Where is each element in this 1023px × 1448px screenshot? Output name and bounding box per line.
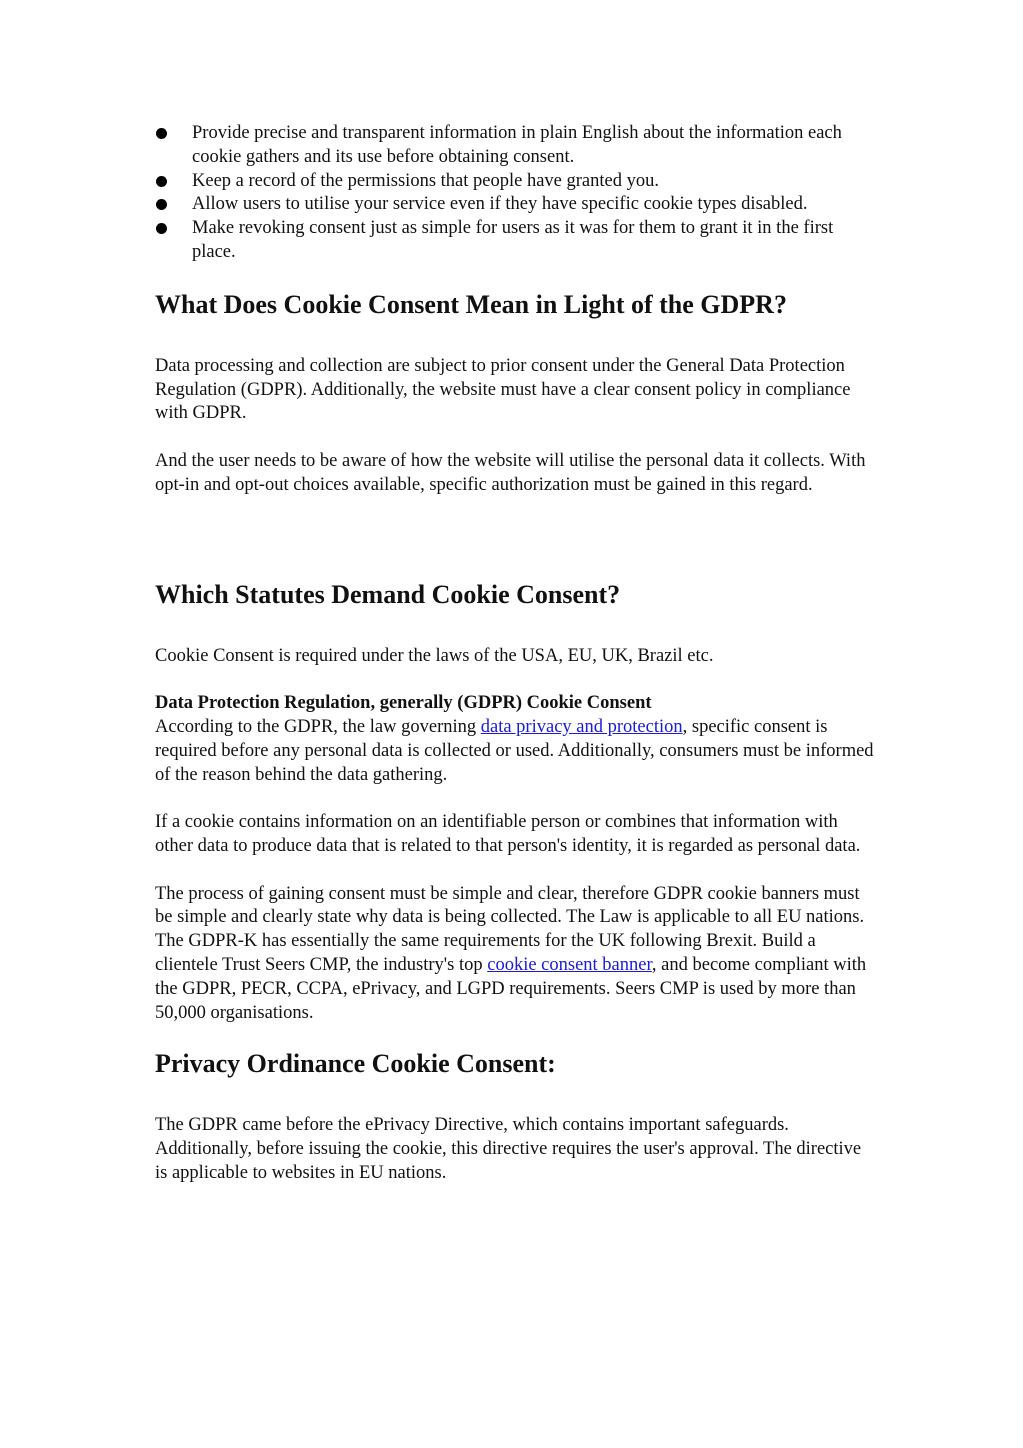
statutes-paragraph [155, 716, 875, 787]
paragraph-text: , specific consent is required before any personal data is collected or used. Additionally, consumers must be informed of the reason behind the data gathering. [155, 716, 874, 785]
gdpr-subheading: Data Protection Regulation, generally (GDPR) Cookie Consent [155, 693, 652, 714]
list-item-text: Make revoking consent just as simple for users as it was for them to grant it in the first place. [192, 218, 834, 262]
bullet-icon [156, 176, 167, 187]
paragraph-text: , and become compliant with the GDPR, PECR, CCPA, ePrivacy, and LGPD requirements. Seers CMP is used by more than 50,000 organisations. [155, 954, 867, 1023]
document-page [155, 122, 875, 1186]
list-item-text: Allow users to utilise your service even if they have specific cookie types disabled. [192, 194, 808, 215]
privacy-section-heading: Privacy Ordinance Cookie Consent: [155, 1049, 556, 1079]
bullet-icon [156, 199, 167, 210]
statutes-paragraph: If a cookie contains information on an identifiable person or combines that information with other data to produce data that is related to that person's identity, it is regarded as personal data. [155, 812, 861, 856]
statutes-section-heading: Which Statutes Demand Cookie Consent? [155, 579, 621, 609]
statutes-paragraph [155, 883, 875, 1026]
statutes-intro: Cookie Consent is required under the laws of the USA, EU, UK, Brazil etc. [155, 645, 714, 666]
bullet-icon [156, 223, 167, 234]
gdpr-section-heading: What Does Cookie Consent Mean in Light of the GDPR? [155, 289, 787, 319]
privacy-paragraph: The GDPR came before the ePrivacy Directive, which contains important safeguards. Additionally, before issuing the cookie, this directive requires the user's approval. The directive is applicable to websites in EU nations. [155, 1115, 862, 1183]
list-item [155, 193, 875, 217]
paragraph-text: The process of gaining consent must be simple and clear, therefore GDPR cookie banners must be simple and clearly state why data is being collected. The Law is applicable to all EU nations. The GDPR-K has essentially the same requirements for the UK following Brexit. Build a clientele Trust Seers CMP, the industry's top [155, 883, 865, 975]
gdpr-paragraph: And the user needs to be aware of how the website will utilise the personal data it collects. With opt-in and opt-out choices available, specific authorization must be gained in this regard. [155, 450, 866, 495]
gdpr-paragraph: Data processing and collection are subject to prior consent under the General Data Protection Regulation (GDPR). Additionally, the website must have a clear consent policy in compliance with GDPR. [155, 355, 851, 424]
list-item [155, 170, 875, 194]
list-item-text: Keep a record of the permissions that people have granted you. [192, 170, 659, 191]
cookie-consent-banner-link[interactable]: cookie consent banner [487, 954, 652, 975]
list-item [155, 217, 875, 265]
bullet-icon [156, 128, 167, 139]
list-item [155, 122, 875, 170]
data-privacy-link[interactable]: data privacy and protection [480, 716, 683, 737]
paragraph-text: According to the GDPR, the law governing [155, 716, 481, 737]
list-item-text: Provide precise and transparent information in plain English about the information each cookie gathers and its use before obtaining consent. [192, 123, 842, 167]
requirements-list [155, 122, 875, 265]
